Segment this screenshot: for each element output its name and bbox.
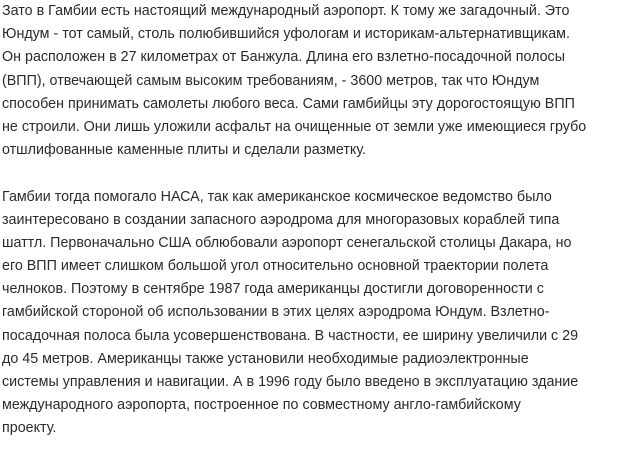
text-line: (ВПП), отвечающей самым высоким требованиям, - 3600 метров, так что Юндум [2,72,540,89]
paragraph-gap [2,162,616,185]
text-line: Юндум - тот самый, столь полюбившийся уфологам и историкам-альтернативщикам. [2,26,570,43]
text-line: международного аэропорта, построенное по совместному англо-гамбийскому [2,397,521,414]
paragraph-2 [2,186,616,441]
article-text [2,0,616,441]
text-line: шаттл. Первоначально США облюбовали аэропорт сенегальской столицы Дакара, но [2,234,572,251]
text-line: заинтересовано в создании запасного аэродрома для многоразовых кораблей типа [2,211,560,228]
text-line: посадочная полоса была усовершенствована. В частности, ее ширину увеличили с 29 [2,327,579,344]
text-line: его ВПП имеет слишком большой угол относительно основной траектории полета [2,258,549,275]
text-line: Зато в Гамбии есть настоящий международный аэропорт. К тому же загадочный. Это [2,3,570,19]
text-line: отшлифованные каменные плиты и сделали разметку. [2,142,367,159]
text-line: системы управления и навигации. А в 1996 году было введено в эксплуатацию здание [2,374,579,390]
text-line: Гамбии тогда помогало НАСА, так как американское космическое ведомство было [2,188,552,205]
text-line: Он расположен в 27 километрах от Банжула. Длина его взлетно-посадочной полосы [2,49,565,66]
text-line: челноков. Поэтому в сентябре 1987 года американцы достигли договоренности с [2,281,544,298]
text-line: гамбийской стороной об использовании в этих целях аэродрома Юндум. Взлетно- [2,304,550,321]
text-line: до 45 метров. Американцы также установили необходимые радиоэлектронные [2,350,529,367]
text-line: не строили. Они лишь уложили асфальт на очищенные от земли уже имеющиеся грубо [2,118,587,135]
paragraph-1 [2,0,616,162]
text-line: проекту. [2,420,57,437]
text-line: способен принимать самолеты любого веса. Сами гамбийцы эту дорогостоящую ВПП [2,95,575,112]
